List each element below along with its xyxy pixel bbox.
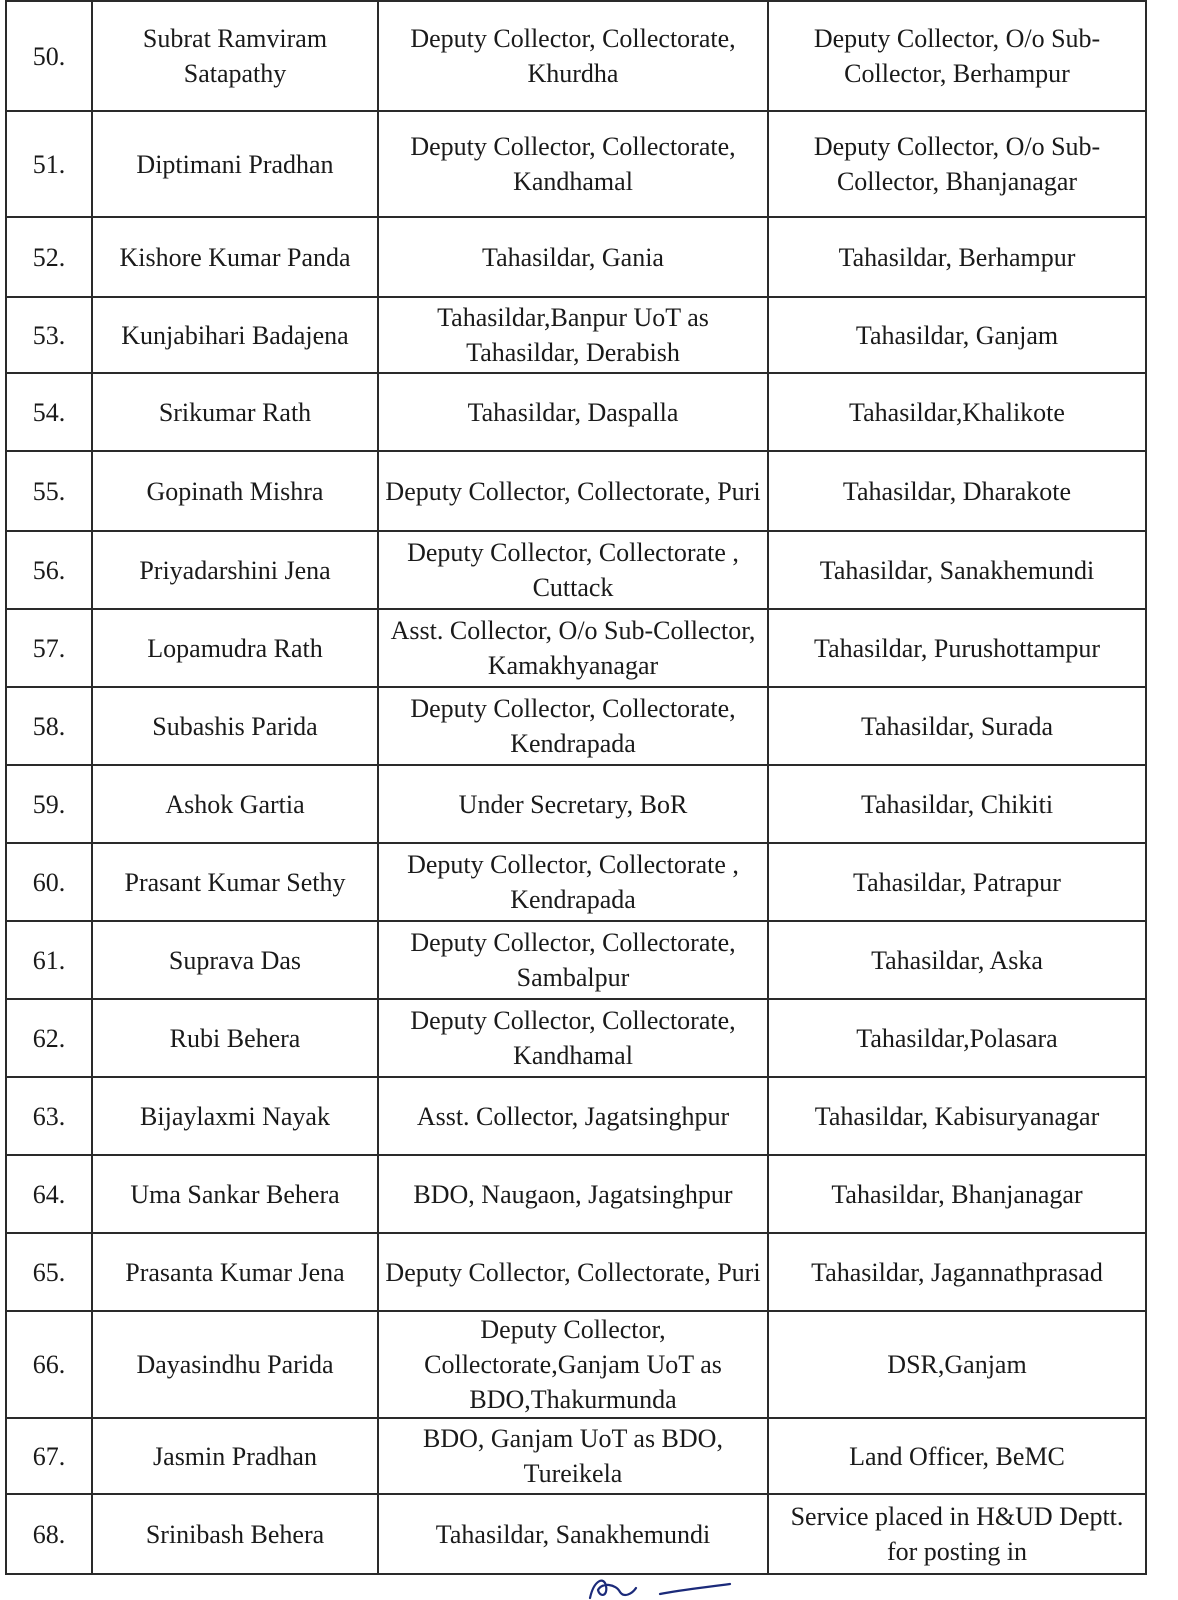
present-posting-cell: Deputy Collector, Collectorate,Ganjam UoT as BDO,Thakurmunda	[378, 1311, 768, 1418]
table-row	[6, 1233, 1146, 1311]
new-posting-cell: Tahasildar,Khalikote	[768, 373, 1146, 451]
officer-name-cell: Gopinath Mishra	[92, 451, 378, 531]
present-posting-cell: Deputy Collector, Collectorate, Kendrapada	[378, 687, 768, 765]
present-posting-cell: Deputy Collector, Collectorate, Puri	[378, 451, 768, 531]
present-posting-cell: Tahasildar,Banpur UoT as Tahasildar, Derabish	[378, 297, 768, 373]
officer-name-cell: Prasant Kumar Sethy	[92, 843, 378, 921]
present-posting-cell: Tahasildar, Gania	[378, 217, 768, 297]
new-posting-cell: Tahasildar, Sanakhemundi	[768, 531, 1146, 609]
table-row	[6, 373, 1146, 451]
new-posting-cell: Tahasildar, Kabisuryanagar	[768, 1077, 1146, 1155]
new-posting-cell: DSR,Ganjam	[768, 1311, 1146, 1418]
serial-number-cell: 56.	[6, 531, 92, 609]
new-posting-cell: Land Officer, BeMC	[768, 1418, 1146, 1494]
officer-name-cell: Srinibash Behera	[92, 1494, 378, 1574]
table-row	[6, 1494, 1146, 1574]
serial-number-cell: 61.	[6, 921, 92, 999]
officer-name-cell: Dayasindhu Parida	[92, 1311, 378, 1418]
new-posting-cell: Tahasildar, Berhampur	[768, 217, 1146, 297]
table-row	[6, 297, 1146, 373]
present-posting-cell: Deputy Collector, Collectorate, Kandhamal	[378, 999, 768, 1077]
table-row	[6, 451, 1146, 531]
officer-name-cell: Lopamudra Rath	[92, 609, 378, 687]
officer-name-cell: Jasmin Pradhan	[92, 1418, 378, 1494]
officer-name-cell: Suprava Das	[92, 921, 378, 999]
present-posting-cell: Under Secretary, BoR	[378, 765, 768, 843]
new-posting-cell: Tahasildar, Chikiti	[768, 765, 1146, 843]
present-posting-cell: Asst. Collector, O/o Sub-Collector, Kamakhyanagar	[378, 609, 768, 687]
new-posting-cell: Tahasildar, Ganjam	[768, 297, 1146, 373]
serial-number-cell: 59.	[6, 765, 92, 843]
serial-number-cell: 53.	[6, 297, 92, 373]
serial-number-cell: 55.	[6, 451, 92, 531]
table-row	[6, 111, 1146, 217]
serial-number-cell: 68.	[6, 1494, 92, 1574]
new-posting-cell: Deputy Collector, O/o Sub-Collector, Berhampur	[768, 1, 1146, 111]
serial-number-cell: 63.	[6, 1077, 92, 1155]
officer-name-cell: Diptimani Pradhan	[92, 111, 378, 217]
officer-name-cell: Ashok Gartia	[92, 765, 378, 843]
new-posting-cell: Tahasildar, Jagannathprasad	[768, 1233, 1146, 1311]
serial-number-cell: 50.	[6, 1, 92, 111]
serial-number-cell: 57.	[6, 609, 92, 687]
table-row	[6, 1155, 1146, 1233]
present-posting-cell: Deputy Collector, Collectorate , Kendrapada	[378, 843, 768, 921]
new-posting-cell: Tahasildar, Purushottampur	[768, 609, 1146, 687]
table-row	[6, 217, 1146, 297]
table-row	[6, 609, 1146, 687]
table-row	[6, 843, 1146, 921]
present-posting-cell: BDO, Ganjam UoT as BDO, Tureikela	[378, 1418, 768, 1494]
transfer-posting-table	[5, 0, 1147, 1575]
serial-number-cell: 65.	[6, 1233, 92, 1311]
table-row	[6, 999, 1146, 1077]
new-posting-cell: Tahasildar, Bhanjanagar	[768, 1155, 1146, 1233]
present-posting-cell: Deputy Collector, Collectorate, Sambalpur	[378, 921, 768, 999]
officer-name-cell: Bijaylaxmi Nayak	[92, 1077, 378, 1155]
new-posting-cell: Tahasildar, Patrapur	[768, 843, 1146, 921]
new-posting-cell: Tahasildar, Surada	[768, 687, 1146, 765]
officer-name-cell: Subrat Ramviram Satapathy	[92, 1, 378, 111]
serial-number-cell: 64.	[6, 1155, 92, 1233]
officer-name-cell: Subashis Parida	[92, 687, 378, 765]
new-posting-cell: Service placed in H&UD Deptt. for posting in	[768, 1494, 1146, 1574]
officer-name-cell: Kunjabihari Badajena	[92, 297, 378, 373]
officer-name-cell: Kishore Kumar Panda	[92, 217, 378, 297]
officer-name-cell: Prasanta Kumar Jena	[92, 1233, 378, 1311]
serial-number-cell: 60.	[6, 843, 92, 921]
serial-number-cell: 52.	[6, 217, 92, 297]
officer-name-cell: Uma Sankar Behera	[92, 1155, 378, 1233]
present-posting-cell: Deputy Collector, Collectorate , Cuttack	[378, 531, 768, 609]
present-posting-cell: Deputy Collector, Collectorate, Khurdha	[378, 1, 768, 111]
officer-name-cell: Srikumar Rath	[92, 373, 378, 451]
table-row	[6, 1, 1146, 111]
serial-number-cell: 67.	[6, 1418, 92, 1494]
table-row	[6, 687, 1146, 765]
serial-number-cell: 54.	[6, 373, 92, 451]
present-posting-cell: Asst. Collector, Jagatsinghpur	[378, 1077, 768, 1155]
serial-number-cell: 62.	[6, 999, 92, 1077]
officer-name-cell: Rubi Behera	[92, 999, 378, 1077]
table-row	[6, 765, 1146, 843]
table-row	[6, 1418, 1146, 1494]
table-row	[6, 531, 1146, 609]
present-posting-cell: BDO, Naugaon, Jagatsinghpur	[378, 1155, 768, 1233]
table-row	[6, 1077, 1146, 1155]
present-posting-cell: Tahasildar, Sanakhemundi	[378, 1494, 768, 1574]
table-row	[6, 921, 1146, 999]
table-row	[6, 1311, 1146, 1418]
signature-mark	[560, 1572, 760, 1600]
new-posting-cell: Tahasildar, Aska	[768, 921, 1146, 999]
serial-number-cell: 58.	[6, 687, 92, 765]
new-posting-cell: Tahasildar, Dharakote	[768, 451, 1146, 531]
new-posting-cell: Tahasildar,Polasara	[768, 999, 1146, 1077]
serial-number-cell: 51.	[6, 111, 92, 217]
present-posting-cell: Deputy Collector, Collectorate, Kandhamal	[378, 111, 768, 217]
present-posting-cell: Deputy Collector, Collectorate, Puri	[378, 1233, 768, 1311]
present-posting-cell: Tahasildar, Daspalla	[378, 373, 768, 451]
serial-number-cell: 66.	[6, 1311, 92, 1418]
officer-name-cell: Priyadarshini Jena	[92, 531, 378, 609]
new-posting-cell: Deputy Collector, O/o Sub-Collector, Bhanjanagar	[768, 111, 1146, 217]
